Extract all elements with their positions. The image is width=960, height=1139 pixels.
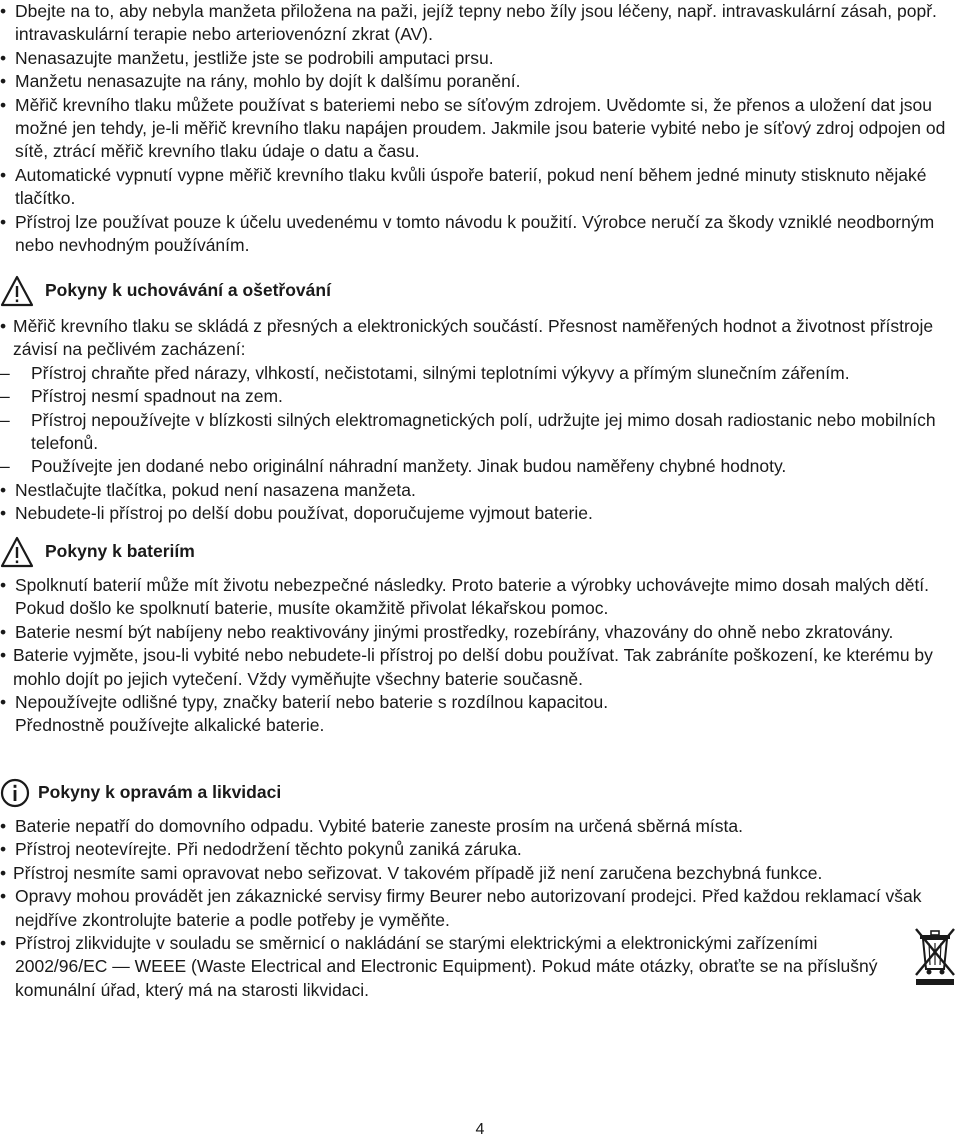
repair-section [0,773,950,1002]
bullet-marker: • [0,575,7,595]
bullet-marker: • [0,1,7,21]
bullet-marker: • [0,47,7,68]
warning-triangle-icon [0,536,34,568]
section-title: Pokyny k opravám a likvidaci [38,782,282,803]
section-heading [0,773,950,813]
list-item: • Baterie vyjměte, jsou-li vybité nebo nebudete-li přístroj po delší dobu používat. Tak zabráníte poškození, ke kterému by mohlo dojít po jejich vytečení. Vždy vyměňujte všechny baterie současně. [0,645,933,689]
list-item: • Opravy mohou provádět jen zákaznické servisy firmy Beurer nebo autorizovaní prodejci. Před každou reklamací však nejdříve zkontrolujte baterie a podle potřeby je vyměňte. [0,886,922,930]
bullet-marker: • [0,692,7,713]
list-item: • Nepoužívejte odlišné typy, značky baterií nebo baterie s rozdílnou kapacitou. [0,691,950,714]
dash-item: – Používejte jen dodané nebo originální náhradní manžety. Jinak budou naměřeny chybné hodnoty. [0,455,950,478]
bullet-marker: • [0,839,7,860]
list-item: • Nestlačujte tlačítka, pokud není nasazena manžeta. [0,479,950,502]
dash-item: – Přístroj nepoužívejte v blízkosti silných elektromagnetických polí, udržujte jej mimo dosah radiostanic nebo mobilních telefonů. [0,409,936,454]
list-item: • Dbejte na to, aby nebyla manžeta přiložena na paži, jejíž tepny nebo žíly jsou léčeny, např. intravaskulární zásah, popř. intravaskulární terapie nebo arteriovenózní zkrat (AV). [0,1,937,45]
dash-item: – Přístroj nesmí spadnout na zem. [0,385,950,408]
crossed-out-wheelie-bin-icon [912,925,958,993]
bullet-marker: • [0,816,7,836]
dash-marker: – [0,409,10,430]
list-item: • Měřič krevního tlaku můžete používat s bateriemi nebo se síťovým zdrojem. Uvědomte si, že přenos a uložení dat jsou možné jen tehdy, je-li měřič krevního tlaku napájen proudem. Jakmile jsou baterie vybité nebo je síťový zdroj odpojen od sítě, ztrácí měřič krevního tlaku údaje o datu a času. [0,94,946,162]
list-item: • Přístroj nesmíte sami opravovat nebo seřizovat. V takovém případě již není zaručena bezchybná funkce. [0,862,890,885]
list-item: • Měřič krevního tlaku se skládá z přesných a elektronických součástí. Přesnost naměřených hodnot a životnost přístroje závisí na pečlivém zacházení: [0,316,934,360]
section-title: Pokyny k bateriím [45,541,195,562]
care-section [0,271,950,526]
battery-section [0,532,950,738]
dash-marker: – [0,456,10,477]
list-item: • Baterie nepatří do domovního odpadu. Vybité baterie zaneste prosím na určená sběrná místa. [0,815,890,838]
dash-marker: – [0,386,10,407]
bullet-marker: • [0,886,7,907]
list-item: • Přístroj zlikvidujte v souladu se směrnicí o nakládání se starými elektrickými a elektronickými zařízeními 2002/96/EC — WEEE (Waste Electrical and Electronic Equipment). Pokud máte otázky, obraťte se na příslušný komunální úřad, který má na starosti likvidaci. [0,933,878,1000]
list-item: • Manžetu nenasazujte na rány, mohlo by dojít k dalšímu poranění. [0,70,950,93]
bullet-marker: • [0,94,7,115]
page-number: 4 [475,1121,485,1138]
list-item: • Nebudete-li přístroj po delší dobu používat, doporučujeme vyjmout baterie. [0,502,950,525]
section-heading [0,271,950,311]
warning-triangle-icon [0,275,34,307]
section-title: Pokyny k uchovávání a ošetřování [45,280,331,301]
list-item: • Baterie nesmí být nabíjeny nebo reaktivovány jinými prostředky, rozebírány, vhazovány do ohně nebo zkratovány. [0,621,950,644]
bullet-marker: • [0,164,7,185]
section-heading [0,532,950,572]
bullet-marker: • [0,503,7,524]
info-circle-icon [0,778,30,808]
trailing-line: Přednostně používejte alkalické baterie. [15,715,325,736]
bullet-marker: • [0,479,7,500]
list-item: • Přístroj neotevírejte. Při nedodržení těchto pokynů zaniká záruka. [0,838,890,861]
list-item: • Přístroj lze používat pouze k účelu uvedenému v tomto návodu k použití. Výrobce neručí za škody vzniklé neodborným nebo nevhodným používáním. [0,211,935,256]
bullet-marker: • [0,645,7,666]
bullet-marker: • [0,211,7,232]
bullet-marker: • [0,933,7,954]
dash-item: – Přístroj chraňte před nárazy, vlhkostí, nečistotami, silnými teplotními výkyvy a přímým slunečním zářením. [0,362,950,385]
bullet-marker: • [0,621,7,642]
bullet-marker: • [0,316,7,336]
list-item: • Nenasazujte manžetu, jestliže jste se podrobili amputaci prsu. [0,47,950,70]
bullet-marker: • [0,71,7,92]
list-item: • Automatické vypnutí vypne měřič krevního tlaku kvůli úspoře baterií, pokud není během jedné minuty stisknuto nějaké tlačítko. [0,164,927,209]
dash-marker: – [0,362,10,383]
bullet-marker: • [0,862,7,883]
intro-list [0,0,950,257]
list-item: • Spolknutí baterií může mít životu nebezpečné následky. Proto baterie a výrobky uchovávejte mimo dosah malých dětí. Pokud došlo ke spolknutí baterie, musíte okamžitě přivolat lékařskou pomoc. [0,575,930,619]
